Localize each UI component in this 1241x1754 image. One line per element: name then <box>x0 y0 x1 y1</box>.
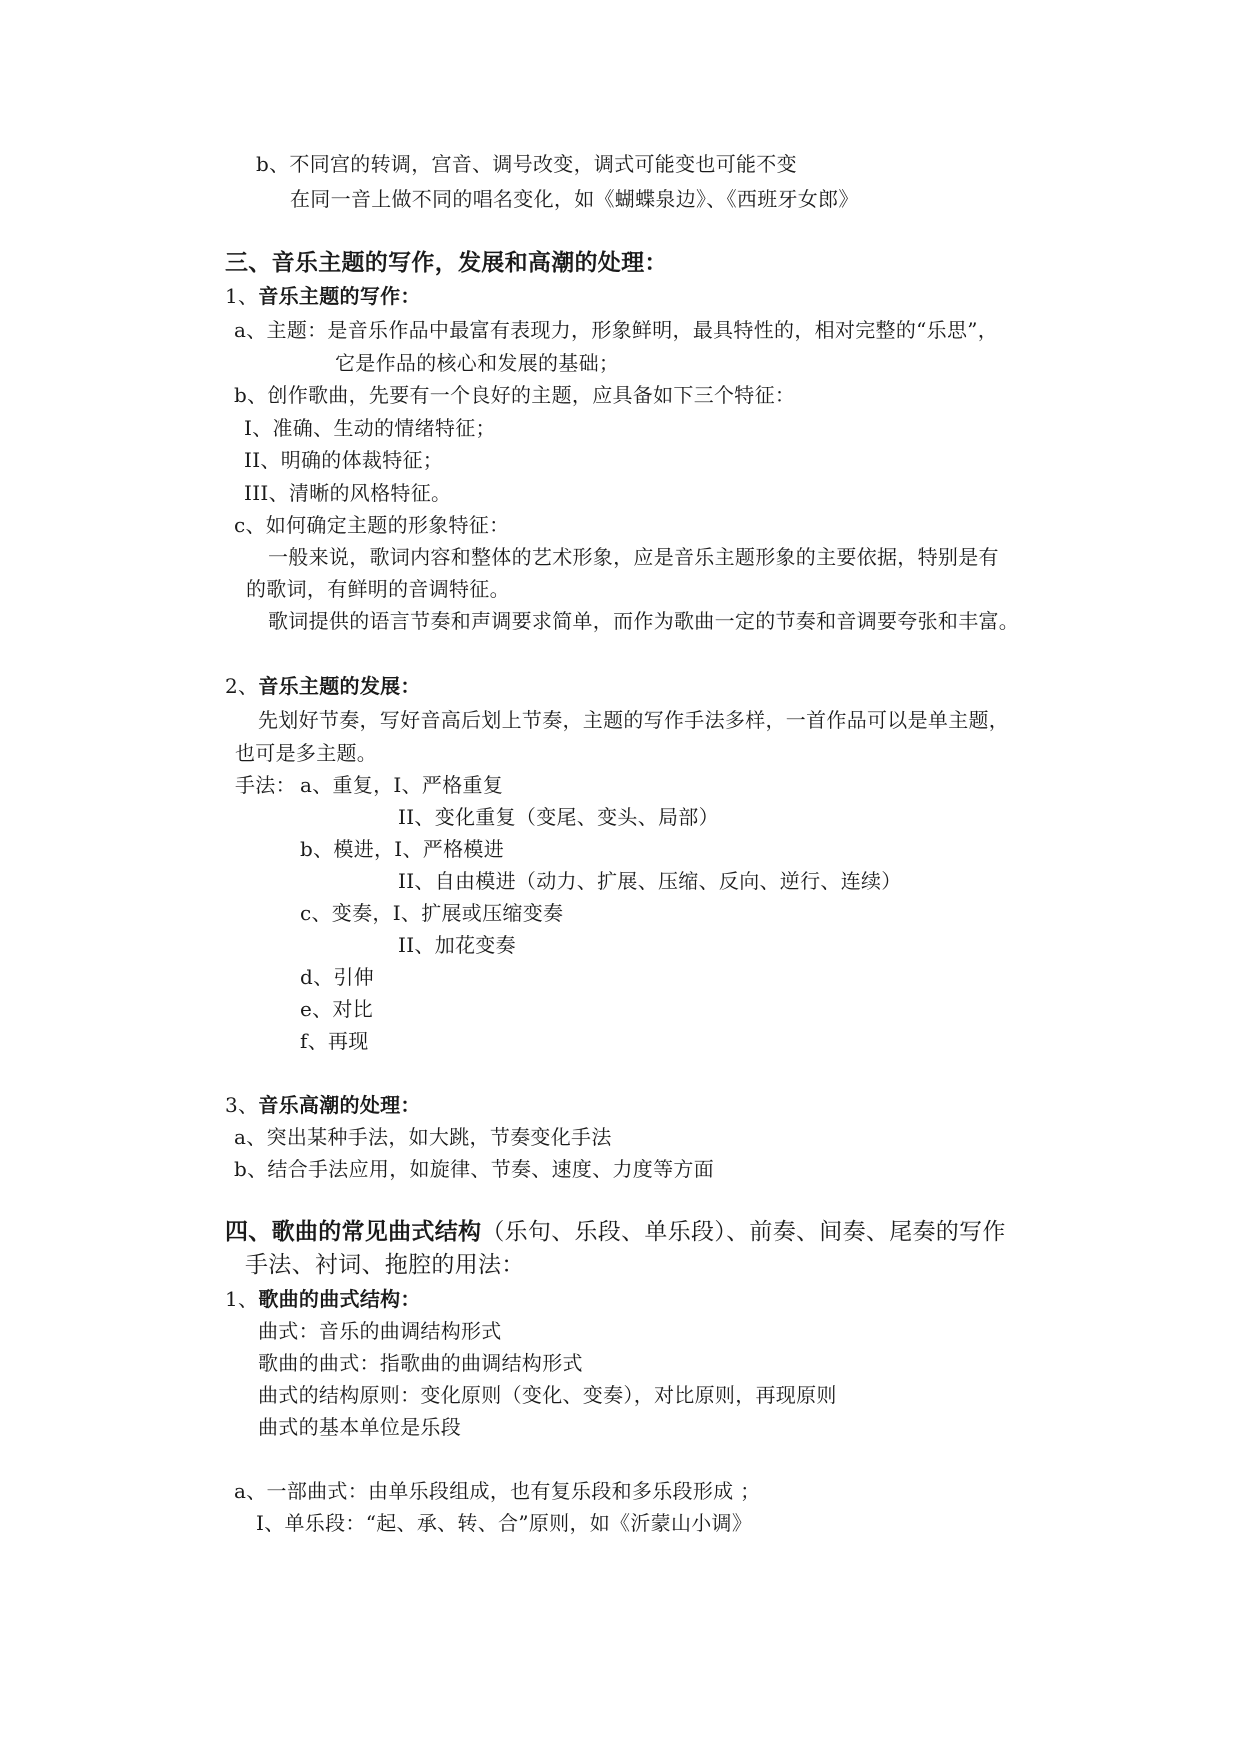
definition-line: 歌曲的曲式：指歌曲的曲调结构形式 <box>258 1351 583 1375</box>
methods-label: 手法： <box>235 773 296 797</box>
subsection-heading <box>225 673 421 699</box>
text-line: 它是作品的核心和发展的基础； <box>335 351 620 375</box>
text-line: 在同一音上做不同的唱名变化，如《蝴蝶泉边》、《西班牙女郎》 <box>290 187 859 211</box>
text-line: 一般来说，歌词内容和整体的艺术形象，应是音乐主题形象的主要依据，特别是有 <box>268 545 999 569</box>
method-item: a、重复，I、严格重复 <box>300 773 504 797</box>
text-line: I、单乐段：“起、承、转、合”原则，如《沂蒙山小调》 <box>256 1511 753 1535</box>
heading-number: 2、 <box>225 674 259 698</box>
text-line: c、如何确定主题的形象特征： <box>234 513 510 537</box>
feature-item: I、准确、生动的情绪特征； <box>244 416 496 440</box>
method-item: II、自由模进（动力、扩展、压缩、反向、逆行、连续） <box>398 869 902 893</box>
heading-text: 音乐主题的写作： <box>258 284 421 308</box>
heading-number: 3、 <box>225 1093 259 1117</box>
heading-number: 1、 <box>225 284 259 308</box>
heading-text: 歌曲的曲式结构： <box>258 1287 421 1311</box>
text-line: 先划好节奏，写好音高后划上节奏，主题的写作手法多样，一首作品可以是单主题， <box>258 708 1010 732</box>
method-item: e、对比 <box>300 997 374 1021</box>
text-line: a、一部曲式：由单乐段组成，也有复乐段和多乐段形成 ； <box>234 1479 761 1503</box>
section-title-cont: 手法、衬词、拖腔的用法： <box>245 1252 525 1278</box>
text-line: b、不同宫的转调，宫音、调号改变，调式可能变也可能不变 <box>256 152 797 176</box>
definition-line: 曲式的基本单位是乐段 <box>258 1415 461 1439</box>
method-item: c、变奏，I、扩展或压缩变奏 <box>300 901 564 925</box>
method-item: f、再现 <box>300 1029 369 1053</box>
heading-text: 音乐高潮的处理： <box>258 1093 421 1117</box>
feature-item: II、明确的体裁特征； <box>244 448 444 472</box>
section-title: 三、音乐主题的写作，发展和高潮的处理： <box>225 249 668 276</box>
section-title-rest: （乐句、乐段、单乐段）、前奏、间奏、尾奏的写作 <box>481 1219 1006 1245</box>
section-title-bold: 四、歌曲的常见曲式结构 <box>225 1218 482 1245</box>
text-line: b、创作歌曲，先要有一个良好的主题，应具备如下三个特征： <box>234 383 796 407</box>
definition-line: 曲式：音乐的曲调结构形式 <box>258 1319 502 1343</box>
subsection-heading <box>225 1286 421 1312</box>
text-line: 也可是多主题。 <box>235 741 378 765</box>
method-item: d、引伸 <box>300 965 375 989</box>
text-line: a、主题：是音乐作品中最富有表现力，形象鲜明，最具特性的，相对完整的“乐思”， <box>234 318 999 342</box>
subsection-heading <box>225 1092 421 1118</box>
method-item: II、变化重复（变尾、变头、局部） <box>398 805 719 829</box>
feature-item: III、清晰的风格特征。 <box>244 481 452 505</box>
text-line: b、结合手法应用，如旋律、节奏、速度、力度等方面 <box>234 1157 715 1181</box>
text-line: a、突出某种手法，如大跳，节奏变化手法 <box>234 1125 612 1149</box>
heading-number: 1、 <box>225 1287 259 1311</box>
subsection-heading <box>225 283 421 309</box>
text-line: 的歌词，有鲜明的音调特征。 <box>246 577 510 601</box>
section-title <box>225 1217 1006 1247</box>
method-item: II、加花变奏 <box>398 933 516 957</box>
definition-line: 曲式的结构原则：变化原则（变化、变奏），对比原则，再现原则 <box>258 1383 837 1407</box>
heading-text: 音乐主题的发展： <box>258 674 421 698</box>
text-line: 歌词提供的语言节奏和声调要求简单，而作为歌曲一定的节奏和音调要夸张和丰富。 <box>268 609 1020 633</box>
method-item: b、模进，I、严格模进 <box>300 837 505 861</box>
